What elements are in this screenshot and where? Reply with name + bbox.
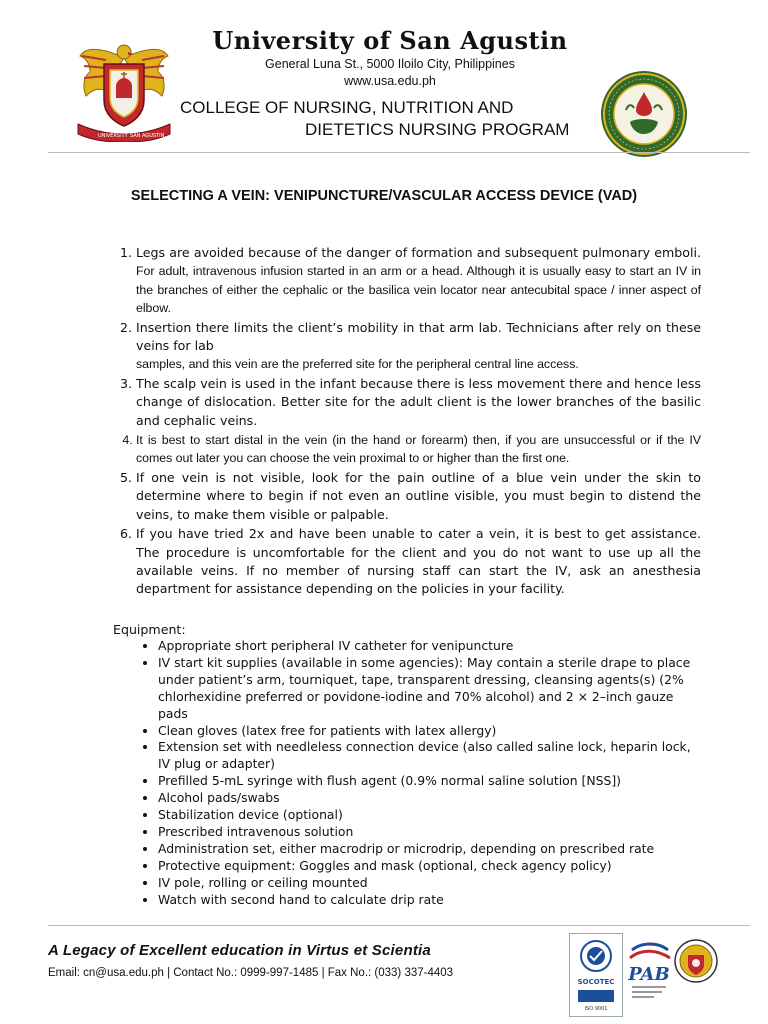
vein-selection-steps: [112, 244, 701, 600]
iso-label: ISO 9001: [584, 1006, 608, 1012]
header-divider: [48, 152, 750, 153]
list-item: • Clean gloves (latex free for patients with latex allergy): [158, 723, 706, 740]
step-text: If one vein is not visible, look for the pain outline of a blue vein under the skin to determine where to begin if not even an outline visible, you must begin to distend the veins, to make them visible or palpable.: [136, 469, 701, 522]
list-item: [136, 319, 701, 374]
university-seal-logo: [76, 38, 172, 142]
seal-banner-left-text: UNIVERSITY: [98, 133, 128, 139]
university-address: General Luna St., 5000 Iloilo City, Philippines: [265, 57, 515, 71]
list-item: [136, 525, 701, 599]
list-item: • IV pole, rolling or ceiling mounted: [158, 875, 706, 892]
list-item: • Alcohol pads/swabs: [158, 790, 706, 807]
list-item: • Stabilization device (optional): [158, 807, 706, 824]
list-item: • Prefilled 5-mL syringe with flush agent (0.9% normal saline solution [NSS]): [158, 773, 706, 790]
step-text-continued: samples, and this vein are the preferred site for the peripheral central line access.: [136, 357, 579, 372]
step-text: Legs are avoided because of the danger of formation and subsequent pulmonary emboli.: [136, 245, 701, 260]
seal-banner-right-text: SAN AGUSTIN: [130, 133, 165, 139]
socotec-label: SOCOTEC: [577, 978, 615, 986]
university-footer-seal: [674, 939, 718, 983]
footer-legacy-tagline: A Legacy of Excellent education in Virtus et Scientia: [48, 942, 431, 959]
step-text: The scalp vein is used in the infant because there is less movement there and hence less change of dislocation. Better site for the adult client is the lower branches of the basilic and cephalic veins.: [136, 375, 701, 428]
socotec-iso-badge: [569, 933, 623, 1017]
footer-contact-info: Email: cn@usa.edu.ph | Contact No.: 0999-997-1485 | Fax No.: (033) 337-4403: [48, 967, 454, 979]
college-seal-logo: [600, 70, 688, 158]
equipment-list: [134, 638, 706, 909]
college-name-line2: DIETETICS NURSING PROGRAM: [305, 120, 570, 139]
list-item: • Administration set, either macrodrip or microdrip, depending on prescribed rate: [158, 841, 706, 858]
list-item: • Protective equipment: Goggles and mask (optional, check agency policy): [158, 858, 706, 875]
pab-label: PAB: [628, 964, 670, 985]
step-text: It is best to start distal in the vein (in the hand or forearm) then, if you are unsuccessful or if the IV comes out later you can choose the vein proximal to or higher than the first one.: [136, 433, 701, 466]
university-name: University of San Agustin: [212, 26, 568, 55]
step-text: Insertion there limits the client’s mobility in that arm lab. Technicians after rely on these veins for lab: [136, 319, 701, 354]
university-website: www.usa.edu.ph: [344, 74, 436, 88]
list-item: • Extension set with needleless connection device (also called saline lock, heparin lock, IV plug or adapter): [158, 739, 706, 773]
step-text-continued: For adult, intravenous infusion started in an arm or a head. Although it is usually easy to start an IV in the branches of either the cephalic or the basilica vein locator near antecubital space / inner aspect of elbow.: [136, 264, 701, 316]
list-item: [136, 244, 701, 318]
list-item: • Prescribed intravenous solution: [158, 824, 706, 841]
list-item: • IV start kit supplies (available in some agencies): May contain a sterile drape to place under patient’s arm, tourniquet, tape, transparent dressing, cleansing agents(s) (2% chlorhexidine preferred or povidone-iodine and 70% alcohol) and 2 × 2–inch gauze pads: [158, 655, 706, 723]
equipment-heading: Equipment:: [113, 622, 186, 637]
list-item: • Appropriate short peripheral IV catheter for venipuncture: [158, 638, 706, 655]
list-item: [136, 469, 701, 524]
list-item: [136, 375, 701, 430]
footer-divider: [48, 925, 750, 926]
step-text: If you have tried 2x and have been unable to cater a vein, it is best to get assistance. The procedure is uncomfortable for the client and you do not want to use up all the available veins. If no member of nursing staff can start the IV, ask an anesthesia department for assistance depending on the policies in your facility.: [136, 526, 701, 597]
list-item: [136, 431, 701, 468]
list-item: • Watch with second hand to calculate drip rate: [158, 892, 706, 909]
college-name-line1: COLLEGE OF NURSING, NUTRITION AND: [180, 98, 514, 117]
document-title: SELECTING A VEIN: VENIPUNCTURE/VASCULAR ACCESS DEVICE (VAD): [130, 188, 638, 204]
pab-accreditation-logo: [624, 936, 674, 1010]
